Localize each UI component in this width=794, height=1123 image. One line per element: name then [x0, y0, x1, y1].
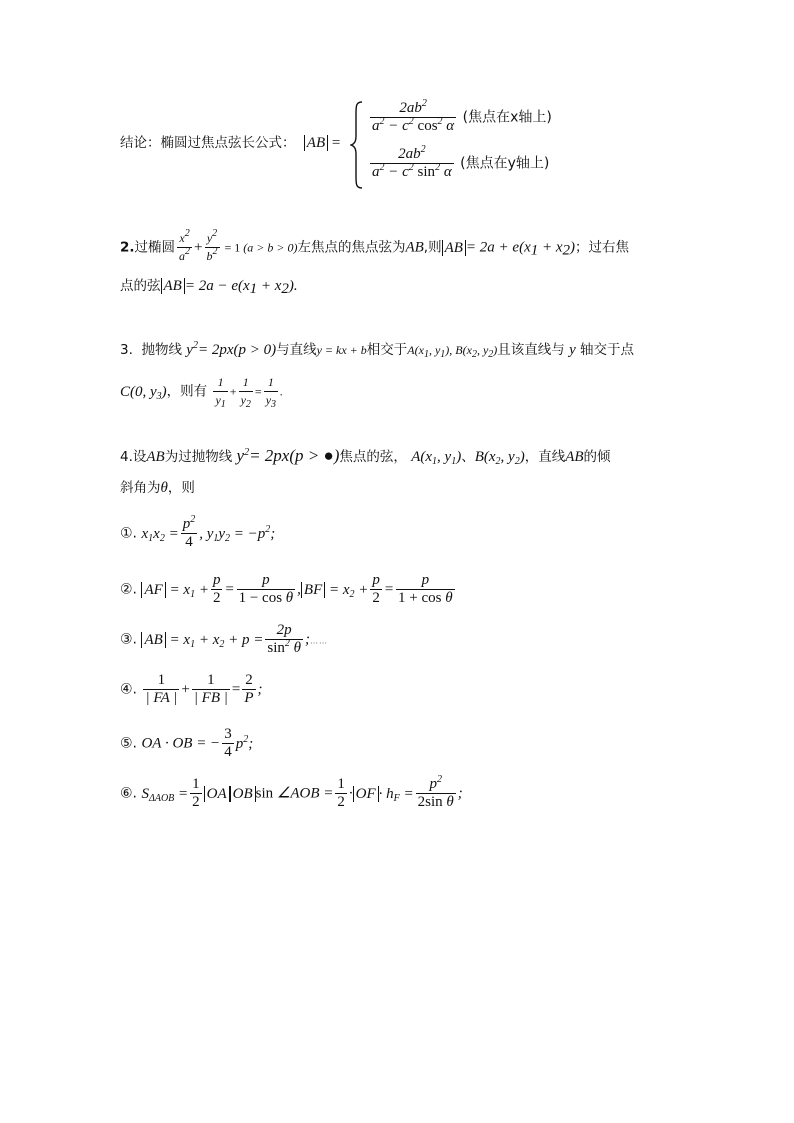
- formula-3-ellipsis: ……: [310, 636, 328, 646]
- case1-num-sup: 2: [421, 98, 427, 109]
- item-2-line-2: 点的弦 AB = $2a - e(x_1 + x_2)$.: [120, 278, 298, 297]
- ellipse-y-term: $\frac{y^2}{b^2}$: [206, 228, 218, 263]
- item-3-text-5: 轴交于点: [580, 342, 635, 358]
- item-3-number: 3.: [120, 342, 133, 358]
- item-4-text-4: ，直线: [524, 449, 566, 465]
- formula-2-marker: ②.: [120, 581, 138, 598]
- item-4-text-5: 的倾: [583, 449, 611, 465]
- item-4-text-2: 为过抛物线: [164, 449, 233, 465]
- formula-3: ③. AB = $x_1 + x_2 + p$ = $\frac{2p}{\sin^2 \theta}$ ;……: [120, 622, 328, 656]
- formula-2: ②. AF = $x_1$ + $\frac{p}{2}$ = $\frac{p}{\text{1 − cos θ}}$ , BF = $x_2$ + $\frac{p}{2}$ = $\frac{p}{\text{1 + cos θ}}$: [120, 572, 453, 606]
- case2-den-a: a: [372, 164, 380, 180]
- item-2-text-3: ,则: [423, 239, 442, 256]
- item-2-text-4: ；过右焦: [575, 239, 630, 256]
- item-4-theta: θ: [160, 480, 168, 496]
- formula-4-marker: ④.: [120, 681, 138, 698]
- item-4-text-7: ，则: [167, 480, 195, 496]
- case1-note: 焦点在x轴上: [468, 109, 547, 126]
- parabola-formula: = 2px(p > 0): [197, 342, 277, 358]
- item-3-line-2: C(0, $y_3$)，则有 $\frac{1}{y_1}$ + $\frac{1}{y_2}$ = $\frac{1}{y_3}$ .: [120, 375, 284, 410]
- formula-1: ①. $x_1x_2$ = $\frac{p^2}{4}$ , $y_1y_2 = -p^2$;: [120, 514, 276, 550]
- item-4-line-2: [120, 478, 195, 498]
- case2-trig: sin: [417, 164, 436, 180]
- formula-4: ④. $\frac{1}{| FA |}$ + $\frac{1}{| FB |}$ = $\frac{2}{P}$ ;: [120, 672, 263, 706]
- formula-5-marker: ⑤.: [120, 735, 138, 752]
- item-4-line-1: 4.设AB为过抛物线 $y^2= 2px(p$ > ●)焦点的弦， $A(x_1$, $y_1$)、$B(x_2$, $y_2$)，直线AB的倾: [120, 446, 611, 467]
- case-x-axis: $\frac{2ab^2}{a^2 - c^2 \cos^2 \alpha}$ (焦点在x轴上): [372, 98, 552, 134]
- case1-numerator: 2ab: [399, 100, 422, 116]
- item-2-line-1: 2.过椭圆 $\frac{x^2}{a^2}$ + $\frac{y^2}{b^2}$ = 1 (a > b > 0)左焦点的焦点弦为AB,则 AB = $2a + e(x_1 + x_2)$；过右焦: [120, 228, 630, 263]
- item-3-text-3: 相交于: [366, 342, 408, 358]
- conclusion-text: 结论：椭圆过焦点弦长公式：: [120, 135, 296, 151]
- item-4-parabola: = 2px(p > ●): [249, 446, 340, 465]
- item-3-text-4: 且该直线与: [497, 342, 565, 358]
- piecewise-formula: [350, 100, 610, 190]
- ellipse-condition: (a > b > 0): [243, 240, 298, 255]
- left-brace-icon: [350, 100, 364, 190]
- item-2-text-2: 左焦点的焦点弦为: [297, 239, 406, 256]
- item-4-text-6: 斜角为: [120, 480, 161, 496]
- item-2-text-1: 过椭圆: [134, 239, 176, 256]
- case2-den-c: c: [402, 164, 409, 180]
- formula-5: ⑤. OA · OB = − $\frac{3}{4}$ $p^2$;: [120, 726, 254, 760]
- equals-sign: =: [328, 135, 341, 151]
- case2-num-sup: 2: [420, 144, 426, 155]
- item-4-ab: AB: [146, 449, 165, 465]
- formula-3-marker: ③.: [120, 631, 138, 648]
- item-3-text-2: 与直线: [276, 342, 317, 358]
- formula-1-marker: ①.: [120, 525, 138, 542]
- case1-angle: α: [446, 118, 455, 134]
- ellipse-x-term: $\frac{x^2}{a^2}$: [179, 228, 191, 263]
- item-2-formula-left: = 2a + e(x: [465, 239, 531, 256]
- ab-text: AB: [306, 135, 326, 151]
- case2-angle: α: [443, 164, 452, 180]
- ab-abs: [304, 135, 328, 151]
- case1-den-c: c: [402, 118, 409, 134]
- item-4-text-3: 焦点的弦，: [339, 449, 407, 465]
- item-3-line-1: 3. 抛物线 $y^2= 2px(p > 0)$与直线y = kx + b相交于$A(x_1$, $y_1$), $B(x_2$, $y_2$)且该直线与 y 轴交于点: [120, 340, 635, 360]
- item-3-text-6: ，则有: [166, 383, 208, 400]
- case2-numerator: 2ab: [398, 146, 421, 162]
- item-2-ab: AB: [405, 239, 424, 256]
- case1-trig: cos: [417, 118, 438, 134]
- fraction-case-1: $\frac{2ab^2}{a^2 - c^2 \cos^2 \alpha}$: [372, 98, 455, 134]
- line-equation: y = kx + b: [316, 343, 367, 357]
- formula-6-marker: ⑥.: [120, 785, 138, 802]
- item-4-text-1: 设: [132, 449, 147, 465]
- fraction-case-2: $\frac{2ab^2}{a^2 - c^2 \sin^2 \alpha}$: [372, 144, 452, 180]
- item-4-number: 4.: [120, 449, 133, 465]
- conclusion-label: [120, 133, 340, 153]
- formula-6: ⑥. $S_{\Delta AOB}$ = $\frac{1}{2}$ OA OB sin ∠AOB = $\frac{1}{2}$ · OF · $h_F$ = $\frac{p^2}{\text{2sin θ}}$ ;: [120, 774, 463, 810]
- case1-den-a: a: [372, 118, 380, 134]
- item-2-text-5: 点的弦: [120, 278, 161, 294]
- item-2-number: 2.: [120, 239, 135, 256]
- case2-note: 焦点在y轴上: [465, 155, 544, 172]
- item-3-text-1: 抛物线: [141, 342, 182, 358]
- item-2-formula-right: = 2a − e(x: [184, 278, 250, 294]
- case-y-axis: $\frac{2ab^2}{a^2 - c^2 \sin^2 \alpha}$ (焦点在y轴上): [372, 144, 550, 180]
